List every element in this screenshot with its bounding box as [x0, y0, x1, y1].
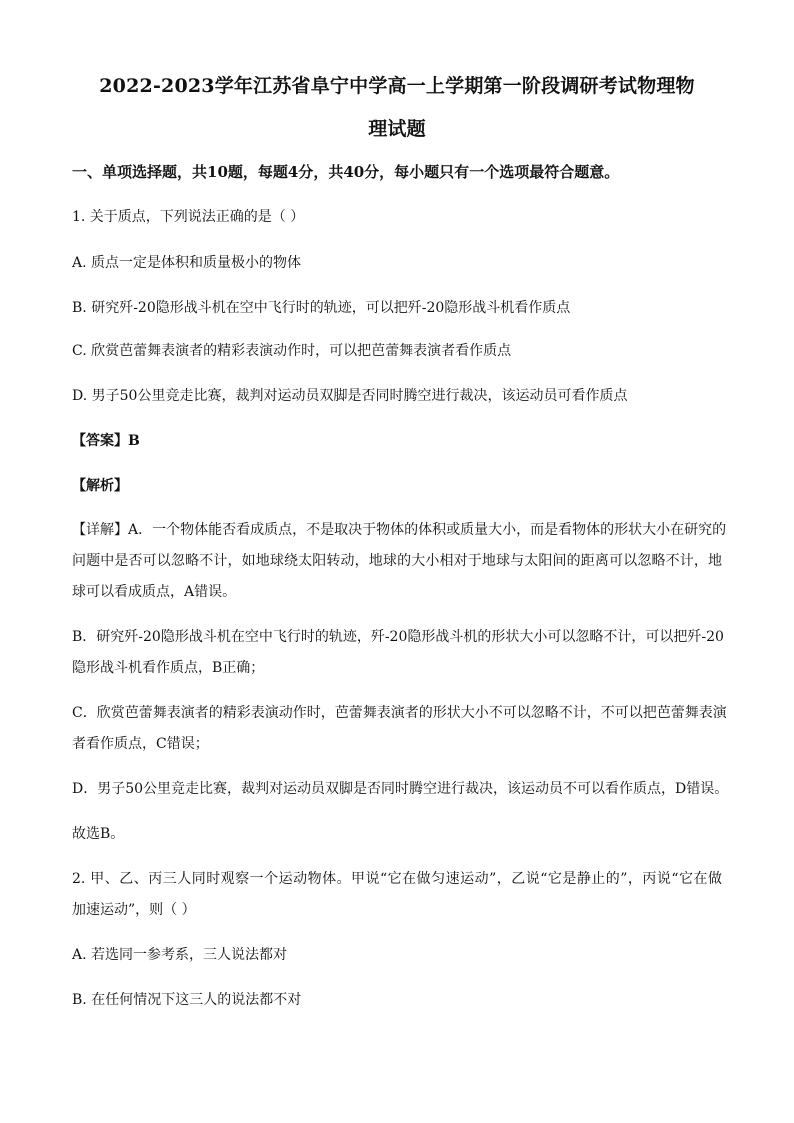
question-1-option-c: C. 欣赏芭蕾舞表演者的精彩表演动作时，可以把芭蕾舞表演者看作质点: [72, 343, 512, 359]
section-heading: 一、单项选择题，共10题，每题4分，共40分，每小题只有一个选项最符合题意。: [72, 163, 620, 181]
question-2-stem-line-1: 2. 甲、乙、丙三人同时观察一个运动物体。甲说“它在做匀速运动”，乙说“它是静止的”，丙说“它在做: [72, 871, 722, 887]
detail-conclusion: 故选B。: [72, 826, 125, 842]
detail-a-line-3: 球可以看成质点，A错误。: [72, 584, 237, 600]
document-title-line-1: 2022-2023学年江苏省阜宁中学高一上学期第一阶段调研考试物理物: [99, 75, 695, 97]
detail-b-line-1: B．研究歼-20隐形战斗机在空中飞行时的轨迹，歼-20隐形战斗机的形状大小可以忽略不计，可以把歼-20: [72, 629, 724, 645]
detail-a-line-1: 【详解】A．一个物体能否看成质点，不是取决于物体的体积或质量大小，而是看物体的形状大小在研究的: [72, 522, 727, 538]
question-1-option-b: B. 研究歼-20隐形战斗机在空中飞行时的轨迹，可以把歼-20隐形战斗机看作质点: [72, 300, 571, 316]
question-2-option-a: A. 若选同一参考系，三人说法都对: [72, 947, 288, 963]
question-1-option-d: D. 男子50公里竞走比赛，裁判对运动员双脚是否同时腾空进行裁决，该运动员可看作质点: [72, 388, 628, 404]
question-1-stem: 1. 关于质点，下列说法正确的是（ ）: [72, 209, 305, 225]
detail-c-line-1: C．欣赏芭蕾舞表演者的精彩表演动作时，芭蕾舞表演者的形状大小不可以忽略不计，不可以把芭蕾舞表演: [72, 705, 727, 721]
analysis-label: 【解析】: [72, 478, 128, 494]
detail-d-line-1: D．男子50公里竞走比赛，裁判对运动员双脚是否同时腾空进行裁决，该运动员不可以看作质点，D错误。: [72, 781, 729, 797]
answer-label: 【答案】B: [72, 433, 140, 449]
detail-a-line-2: 问题中是否可以忽略不计，如地球绕太阳转动，地球的大小相对于地球与太阳间的距离可以忽略不计，地: [72, 553, 722, 569]
detail-c-line-2: 者看作质点，C错误；: [72, 736, 209, 752]
question-2-stem-line-2: 加速运动”，则（ ）: [72, 902, 196, 918]
document-title-line-2: 理试题: [368, 118, 426, 140]
detail-b-line-2: 隐形战斗机看作质点，B正确；: [72, 660, 265, 676]
question-1-option-a: A. 质点一定是体积和质量极小的物体: [72, 255, 302, 271]
question-2-option-b: B. 在任何情况下这三人的说法都不对: [72, 992, 302, 1008]
